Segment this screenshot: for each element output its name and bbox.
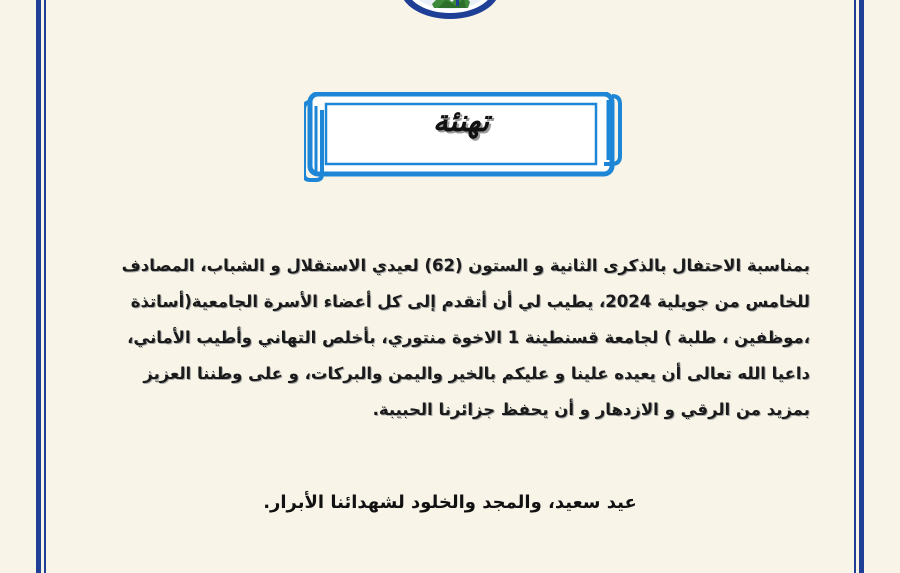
message-body [90,248,810,428]
right-border-outer [859,0,864,573]
left-border-outer [36,0,41,573]
body-line-4: داعيا الله تعالى أن يعيده علينا و عليكم بالخير واليمن والبركات، و على وطننا العزيز [143,364,810,383]
page-title: تهنئة [432,104,490,139]
body-line-1: بمناسبة الاحتفال بالذكرى الثانية و الستون (62) لعيدي الاستقلال و الشباب، المصادف [121,256,810,275]
university-logo [398,0,502,22]
body-line-3: ،موظفين ، طلبة ) لجامعة قسنطينة 1 الاخوة منتوري، بأخلص التهاني وأطيب الأماني، [127,328,810,347]
right-border-inner [854,0,856,573]
body-line-5: بمزيد من الرقي و الازدهار و أن يحفظ جزائرنا الحبيبة. [372,400,810,419]
closing-line: عيد سعيد، والمجد والخلود لشهدائنا الأبرار. [263,492,637,513]
left-border-inner [44,0,46,573]
body-line-2: للخامس من جويلية 2024، يطيب لي أن أتقدم إلى كل أعضاء الأسرة الجامعية(أساتذة [130,292,810,311]
